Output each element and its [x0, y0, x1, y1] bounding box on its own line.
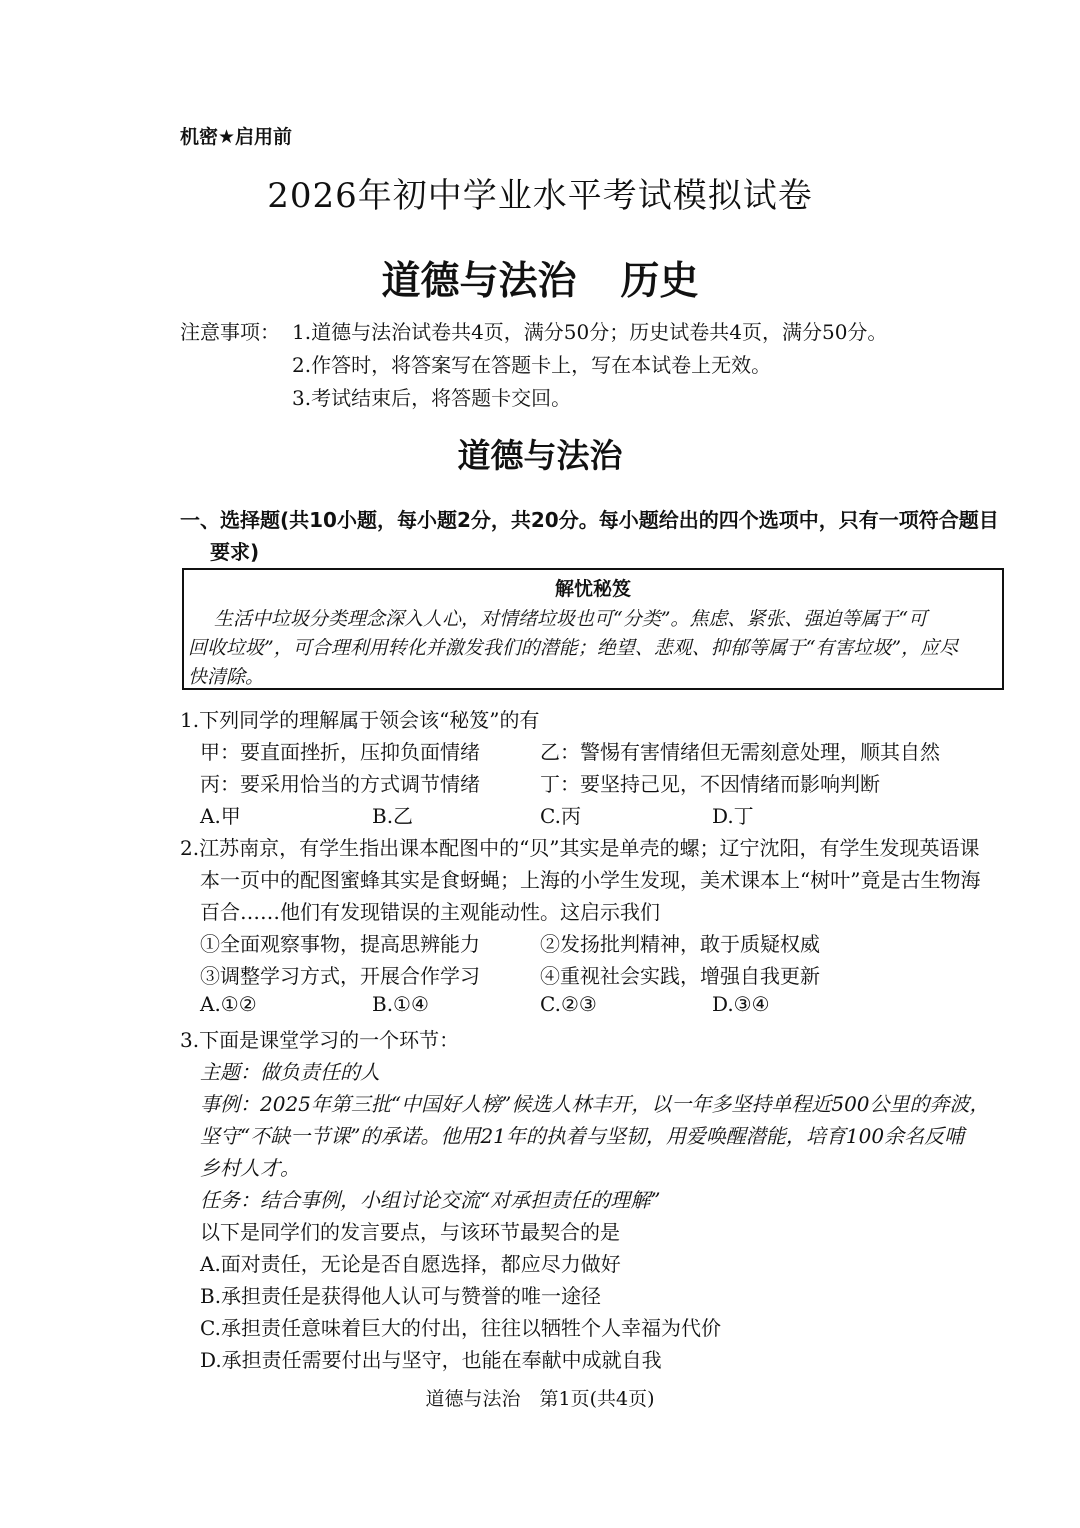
q3-option-d: D.承担责任需要付出与坚守，也能在奉献中成就自我 [200, 1348, 662, 1372]
subject-history: 历史 [620, 259, 699, 304]
q2-item: ②发扬批判精神，敢于质疑权威 [540, 932, 820, 956]
q1-item: 甲：要直面挫折，压抑负面情绪 [200, 740, 480, 764]
notice-item: 1.道德与法治试卷共4页，满分50分；历史试卷共4页，满分50分。 [292, 320, 888, 344]
part-one-line: 一、选择题(共10小题，每小题2分，共20分。每小题给出的四个选项中，只有一项符合题目 [180, 508, 999, 532]
material-line: 回收垃圾”，可合理利用转化并激发我们的潜能；绝望、悲观、抑郁等属于“有害垃圾”，应尽 [188, 637, 959, 659]
q3-case-line: 坚守“不缺一节课”的承诺。他用21年的执着与坚韧，用爱唤醒潜能，培育100余名反哺 [200, 1124, 965, 1148]
subject-morality-law: 道德与法治 [381, 259, 577, 304]
q1-item: 丙：要采用恰当的方式调节情绪 [200, 772, 480, 796]
q2-option-b: B.①④ [372, 992, 429, 1016]
q1-stem: 1.下列同学的理解属于领会该“秘笈”的有 [180, 708, 540, 732]
q3-stem: 3.下面是课堂学习的一个环节： [180, 1028, 460, 1052]
q2-item: ③调整学习方式，开展合作学习 [200, 964, 480, 988]
q2-option-d: D.③④ [712, 992, 770, 1016]
q3-case-line: 乡村人才。 [200, 1156, 300, 1180]
q1-item: 乙：警惕有害情绪但无需刻意处理，顺其自然 [540, 740, 940, 764]
q2-item: ④重视社会实践，增强自我更新 [540, 964, 820, 988]
section-title: 道德与法治 [457, 436, 623, 475]
q1-option-a: A.甲 [200, 804, 241, 828]
material-box-title: 解忧秘笈 [554, 578, 631, 600]
q3-option-a: A.面对责任，无论是否自愿选择，都应尽力做好 [200, 1252, 621, 1276]
subject-heading [0, 250, 1080, 306]
part-one-line: 要求) [210, 540, 260, 564]
q1-option-d: D.丁 [712, 804, 754, 828]
q2-stem-line: 本一页中的配图蜜蜂其实是食蚜蝇；上海的小学生发现，美术课本上“树叶”竟是古生物海 [200, 868, 981, 892]
notice-item: 2.作答时，将答案写在答题卡上，写在本试卷上无效。 [292, 353, 772, 377]
q3-prompt: 以下是同学们的发言要点，与该环节最契合的是 [200, 1220, 620, 1244]
q1-item: 丁：要坚持己见，不因情绪而影响判断 [540, 772, 880, 796]
q2-stem-line: 2.江苏南京，有学生指出课本配图中的“贝”其实是单壳的螺；辽宁沈阳，有学生发现英语课 [180, 836, 980, 860]
q3-option-b: B.承担责任是获得他人认可与赞誉的唯一途径 [200, 1284, 602, 1308]
page-footer: 道德与法治 第1页(共4页) [425, 1388, 655, 1410]
notice-label: 注意事项： [180, 320, 280, 344]
q1-option-b: B.乙 [372, 804, 414, 828]
q3-theme: 主题：做负责任的人 [200, 1060, 380, 1084]
material-box [182, 568, 1004, 690]
material-line: 快清除。 [188, 666, 265, 688]
material-line: 生活中垃圾分类理念深入人心，对情绪垃圾也可“分类”。焦虑、紧张、强迫等属于“可 [214, 608, 928, 630]
secret-mark: 机密★启用前 [180, 126, 293, 148]
part-one-heading [180, 504, 1010, 568]
notice-item: 3.考试结束后，将答题卡交回。 [292, 386, 572, 410]
q3-case-line: 事例：2025年第三批“中国好人榜”候选人林丰开，以一年多坚持单程近500公里的奔波， [200, 1092, 990, 1116]
exam-title: 2026年初中学业水平考试模拟试卷 [267, 176, 813, 216]
q2-option-a: A.①② [200, 992, 257, 1016]
q2-stem-line: 百合……他们有发现错误的主观能动性。这启示我们 [200, 900, 660, 924]
q3-task: 任务：结合事例，小组讨论交流“对承担责任的理解” [200, 1188, 661, 1212]
q3-option-c: C.承担责任意味着巨大的付出，往往以牺牲个人幸福为代价 [200, 1316, 721, 1340]
q2-option-c: C.②③ [540, 992, 597, 1016]
q1-option-c: C.丙 [540, 804, 581, 828]
q2-item: ①全面观察事物，提高思辨能力 [200, 932, 480, 956]
